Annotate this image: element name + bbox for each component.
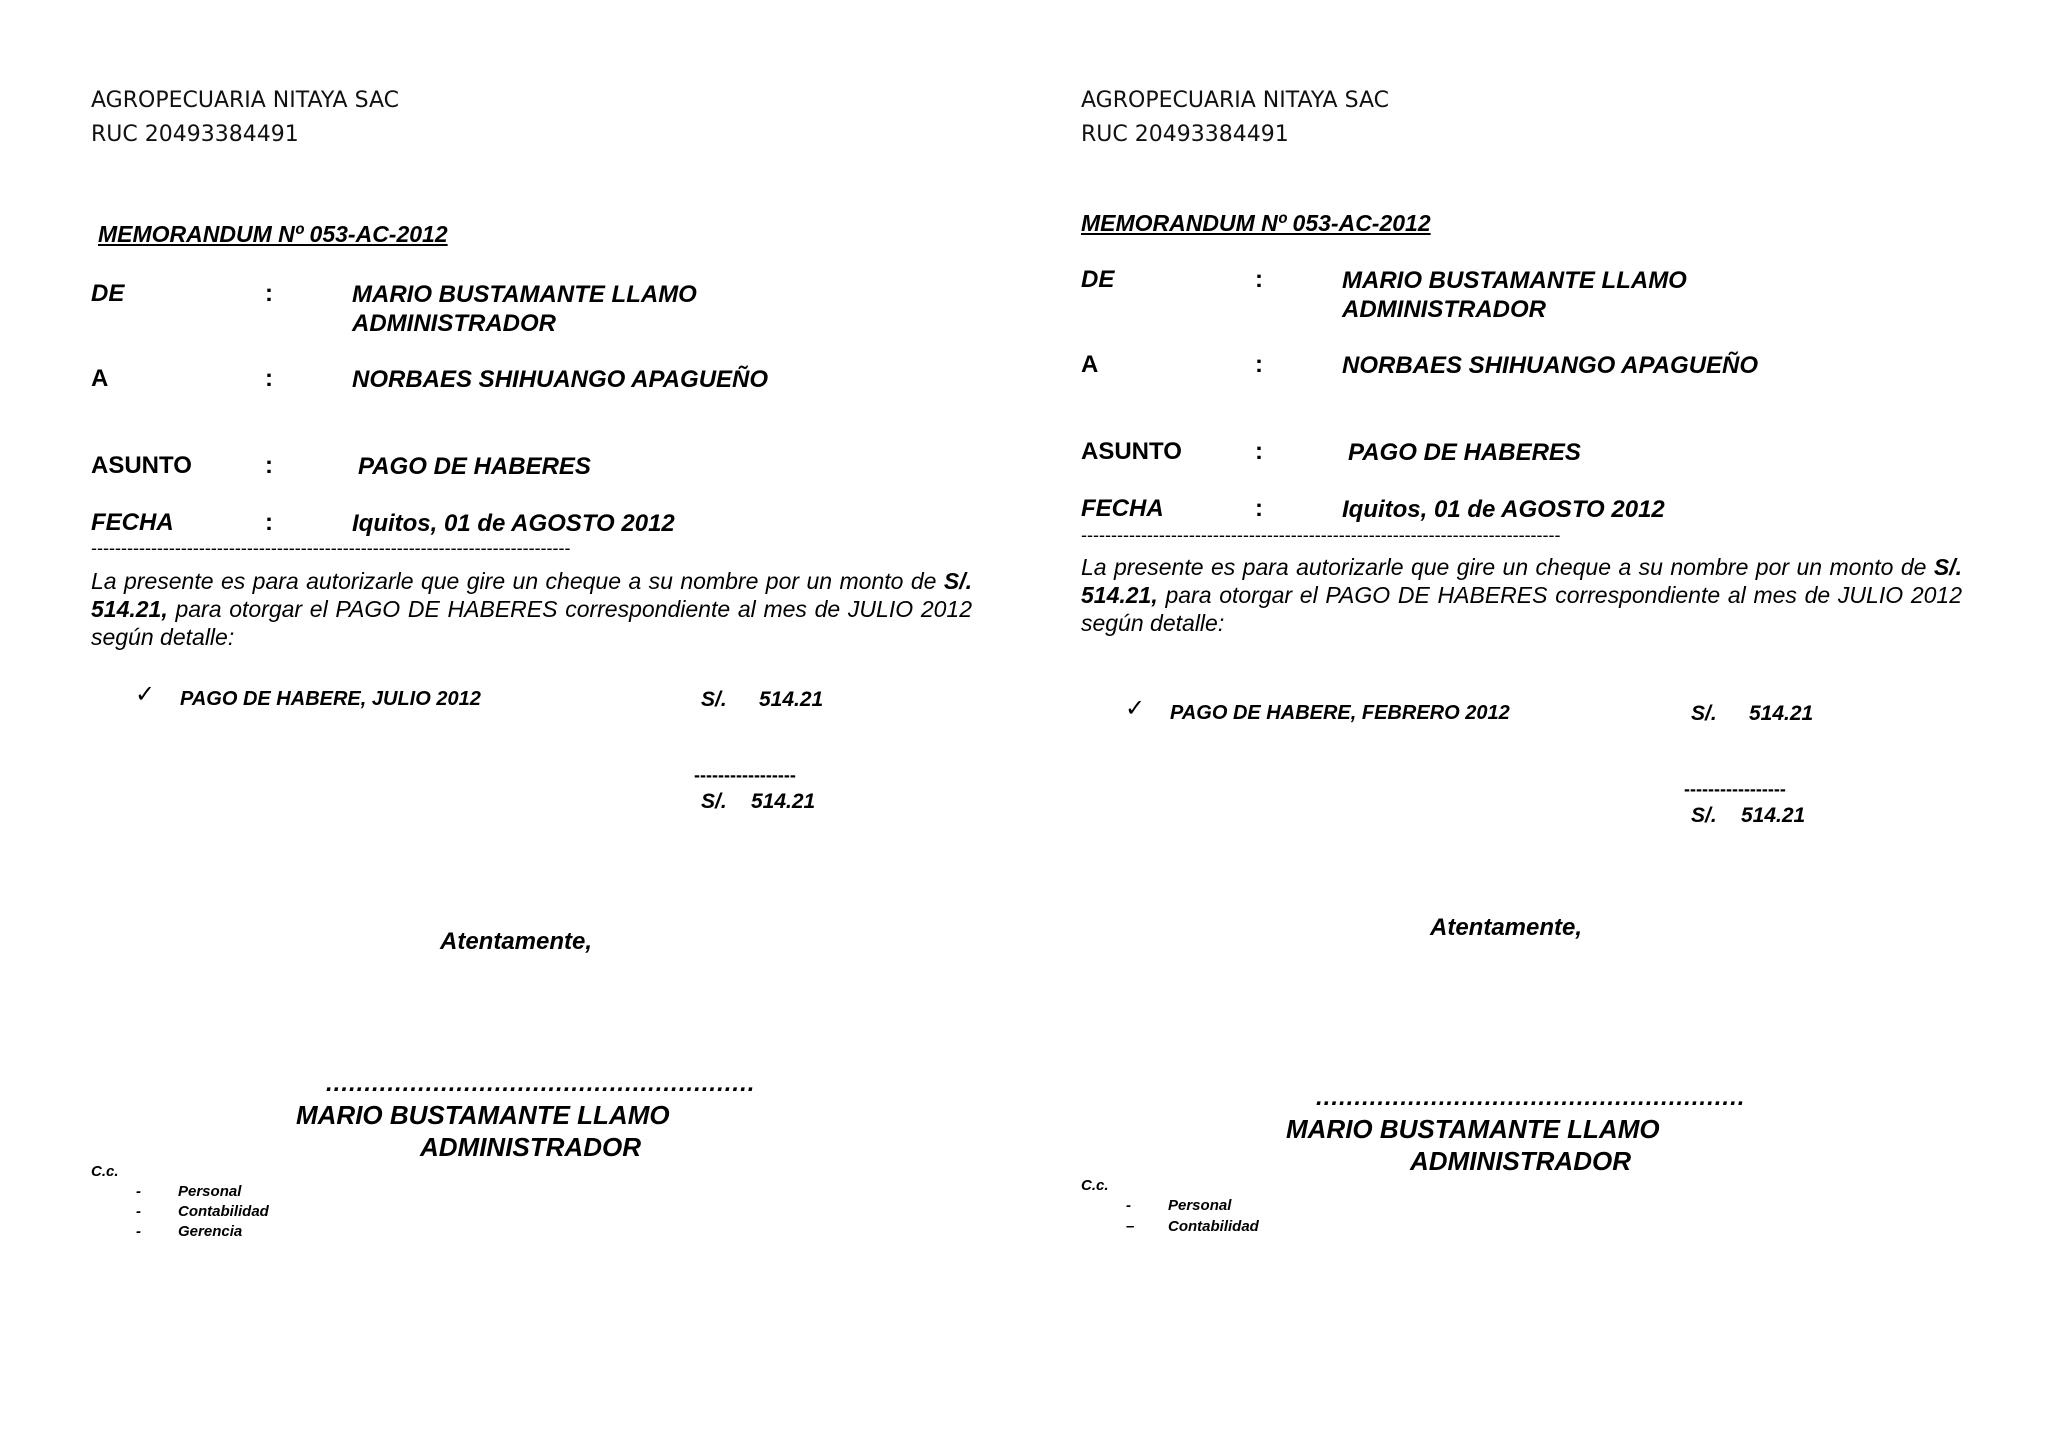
item-currency: S/.	[1691, 702, 1717, 725]
separator-line: --------------------------------------------------------------------------------	[91, 538, 571, 558]
fecha-value: Iquitos, 01 de AGOSTO 2012	[352, 510, 675, 537]
memo-left	[0, 0, 990, 1447]
fecha-label: FECHA	[1081, 495, 1164, 522]
fecha-label: FECHA	[91, 509, 174, 536]
item-label: PAGO DE HABERE, FEBRERO 2012	[1170, 702, 1510, 724]
total-amount: 514.21	[751, 790, 816, 813]
closing: Atentamente,	[440, 928, 593, 955]
total-amount: 514.21	[1741, 804, 1806, 827]
a-label: A	[91, 365, 109, 392]
cc-bullet: -	[136, 1183, 141, 1200]
de-label: DE	[1081, 266, 1115, 293]
body-amount: S/. 514.21,	[91, 568, 972, 622]
checkmark-icon: ✓	[135, 681, 156, 708]
de-name: MARIO BUSTAMANTE LLAMO	[1342, 267, 1687, 294]
signature-line: ........................................................	[326, 1070, 756, 1097]
de-label: DE	[91, 280, 125, 307]
memo-title: MEMORANDUM Nº 053-AC-2012	[1081, 210, 1431, 236]
cc-bullet: -	[136, 1203, 141, 1220]
cc-item-personal: Personal	[178, 1183, 242, 1200]
company-name: AGROPECUARIA NITAYA SAC	[1081, 88, 1389, 113]
signature-line: ........................................................	[1316, 1084, 1746, 1111]
body-part1: La presente es para autorizarle que gire un cheque a su nombre por un monto de	[1081, 554, 1934, 580]
checkmark-icon: ✓	[1125, 695, 1146, 722]
cc-item-personal: Personal	[1168, 1197, 1232, 1214]
cc-item-contabilidad: Contabilidad	[1168, 1218, 1259, 1235]
item-amount: 514.21	[1749, 702, 1814, 725]
company-name: AGROPECUARIA NITAYA SAC	[91, 88, 399, 113]
cc-item-contabilidad: Contabilidad	[178, 1203, 269, 1220]
de-role: ADMINISTRADOR	[1342, 296, 1546, 323]
item-amount: 514.21	[759, 688, 824, 711]
fecha-value: Iquitos, 01 de AGOSTO 2012	[1342, 496, 1665, 523]
cc-item-gerencia: Gerencia	[178, 1223, 243, 1240]
cc-bullet: -	[136, 1223, 141, 1240]
item-currency: S/.	[701, 688, 727, 711]
body-paragraph	[91, 567, 972, 651]
asunto-value: PAGO DE HABERES	[358, 453, 591, 480]
asunto-label: ASUNTO	[1081, 438, 1182, 465]
a-name: NORBAES SHIHUANGO APAGUEÑO	[1342, 352, 1759, 379]
de-colon: :	[1255, 266, 1263, 293]
body-part2: para otorgar el PAGO DE HABERES correspondiente al mes de JULIO 2012 según detalle:	[1081, 582, 1962, 636]
asunto-label: ASUNTO	[91, 452, 192, 479]
signature-role: ADMINISTRADOR	[1410, 1146, 1631, 1176]
total-separator: -----------------	[694, 765, 796, 785]
fecha-colon: :	[1255, 495, 1263, 522]
total-currency: S/.	[701, 790, 727, 813]
a-name: NORBAES SHIHUANGO APAGUEÑO	[352, 366, 769, 393]
memo-title: MEMORANDUM Nº 053-AC-2012	[98, 221, 448, 247]
de-name: MARIO BUSTAMANTE LLAMO	[352, 281, 697, 308]
de-colon: :	[265, 280, 273, 307]
asunto-colon: :	[265, 452, 273, 479]
fecha-colon: :	[265, 509, 273, 536]
cc-label: C.c.	[1081, 1177, 1109, 1194]
asunto-colon: :	[1255, 438, 1263, 465]
separator-line: --------------------------------------------------------------------------------	[1081, 525, 1561, 545]
body-paragraph	[1081, 553, 1962, 637]
body-part1: La presente es para autorizarle que gire un cheque a su nombre por un monto de	[91, 568, 944, 594]
signature-role: ADMINISTRADOR	[420, 1132, 641, 1162]
asunto-value: PAGO DE HABERES	[1348, 439, 1581, 466]
a-label: A	[1081, 351, 1099, 378]
de-role: ADMINISTRADOR	[352, 310, 556, 337]
company-ruc: RUC 20493384491	[91, 122, 299, 147]
cc-bullet: –	[1126, 1218, 1135, 1235]
body-part2: para otorgar el PAGO DE HABERES correspondiente al mes de JULIO 2012 según detalle:	[91, 596, 972, 650]
total-separator: -----------------	[1684, 779, 1786, 799]
body-amount: S/. 514.21,	[1081, 554, 1962, 608]
signature-name: MARIO BUSTAMANTE LLAMO	[1286, 1114, 1660, 1144]
company-ruc: RUC 20493384491	[1081, 122, 1289, 147]
memo-right	[990, 0, 1980, 1447]
cc-bullet: -	[1126, 1197, 1131, 1214]
a-colon: :	[265, 365, 273, 392]
a-colon: :	[1255, 351, 1263, 378]
cc-label: C.c.	[91, 1163, 119, 1180]
total-currency: S/.	[1691, 804, 1717, 827]
item-label: PAGO DE HABERE, JULIO 2012	[180, 688, 481, 710]
signature-name: MARIO BUSTAMANTE LLAMO	[296, 1100, 670, 1130]
closing: Atentamente,	[1430, 914, 1583, 941]
